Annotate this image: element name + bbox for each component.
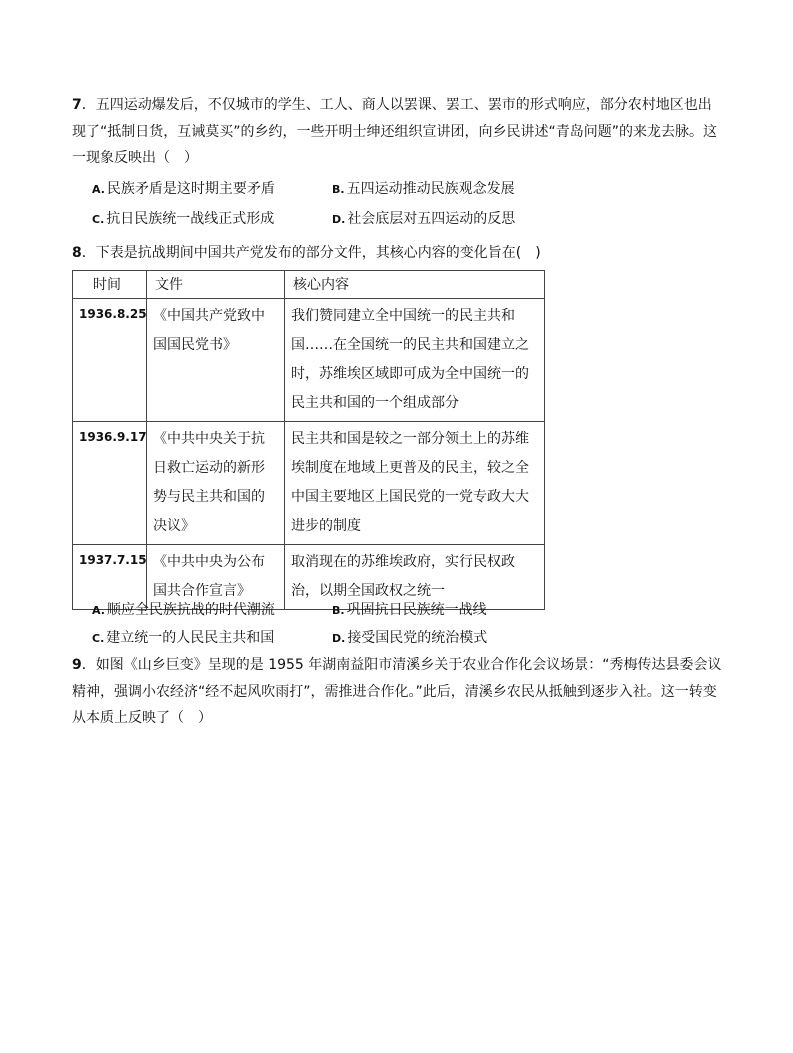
cell-content: 取消现在的苏维埃政府，实行民权政治，以期全国政权之统一 [285, 545, 545, 610]
table-header-row [73, 271, 545, 299]
cell-date: 1936.9.17 [73, 422, 147, 545]
question-7 [72, 92, 722, 172]
question-8 [72, 240, 722, 267]
question-number: 9 [72, 657, 82, 673]
question-number: 7 [72, 97, 82, 113]
option-b[interactable]: B. 巩固抗日民族统一战线 [332, 602, 487, 618]
question-stem: ．下表是抗战期间中国共产党发布的部分文件，其核心内容的变化旨在( ) [81, 245, 541, 261]
header-content: 核心内容 [285, 271, 545, 299]
cell-document: 《中共中央为公布国共合作宣言》 [147, 545, 285, 610]
question-stem: ．如图《山乡巨变》呈现的是 1955 年湖南益阳市清溪乡关于农业合作化会议场景：“秀梅传达县委会议精神，强调小农经济“经不起风吹雨打”，需推进合作化。”此后，清溪乡农民从抵触到逐步入社。这一转变从本质上反映了（ ） [72, 657, 722, 726]
table-row [73, 299, 545, 422]
documents-table [72, 270, 545, 610]
option-c[interactable]: C. 建立统一的人民民主共和国 [92, 630, 275, 646]
option-d[interactable]: D. 接受国民党的统治模式 [332, 630, 488, 646]
option-d[interactable]: D. 社会底层对五四运动的反思 [332, 211, 516, 227]
cell-content: 民主共和国是较之一部分领土上的苏维埃制度在地域上更普及的民主，较之全中国主要地区上国民党的一党专政大大进步的制度 [285, 422, 545, 545]
cell-document: 《中国共产党致中国国民党书》 [147, 299, 285, 422]
option-a[interactable]: A. 顺应全民族抗战的时代潮流 [92, 602, 275, 618]
header-document: 文件 [147, 271, 285, 299]
question-stem: ．五四运动爆发后，不仅城市的学生、工人、商人以罢课、罢工、罢市的形式响应，部分农村地区也出现了“抵制日货，互诫莫买”的乡约，一些开明士绅还组织宣讲团，向乡民讲述“青岛问题”的来龙去脉。这一现象反映出（ ） [72, 97, 718, 166]
question-8-options [92, 596, 692, 652]
question-7-options [92, 174, 692, 234]
cell-document: 《中共中央关于抗日救亡运动的新形势与民主共和国的决议》 [147, 422, 285, 545]
option-c[interactable]: C. 抗日民族统一战线正式形成 [92, 211, 275, 227]
option-a[interactable]: A. 民族矛盾是这时期主要矛盾 [92, 181, 275, 197]
cell-date: 1936.8.25 [73, 299, 147, 422]
cell-date: 1937.7.15 [73, 545, 147, 610]
header-time: 时间 [73, 271, 147, 299]
table-row [73, 422, 545, 545]
cell-content: 我们赞同建立全中国统一的民主共和国……在全国统一的民主共和国建立之时，苏维埃区域即可成为全中国统一的民主共和国的一个组成部分 [285, 299, 545, 422]
question-9 [72, 652, 722, 732]
question-number: 8 [72, 245, 82, 261]
option-b[interactable]: B. 五四运动推动民族观念发展 [332, 181, 515, 197]
